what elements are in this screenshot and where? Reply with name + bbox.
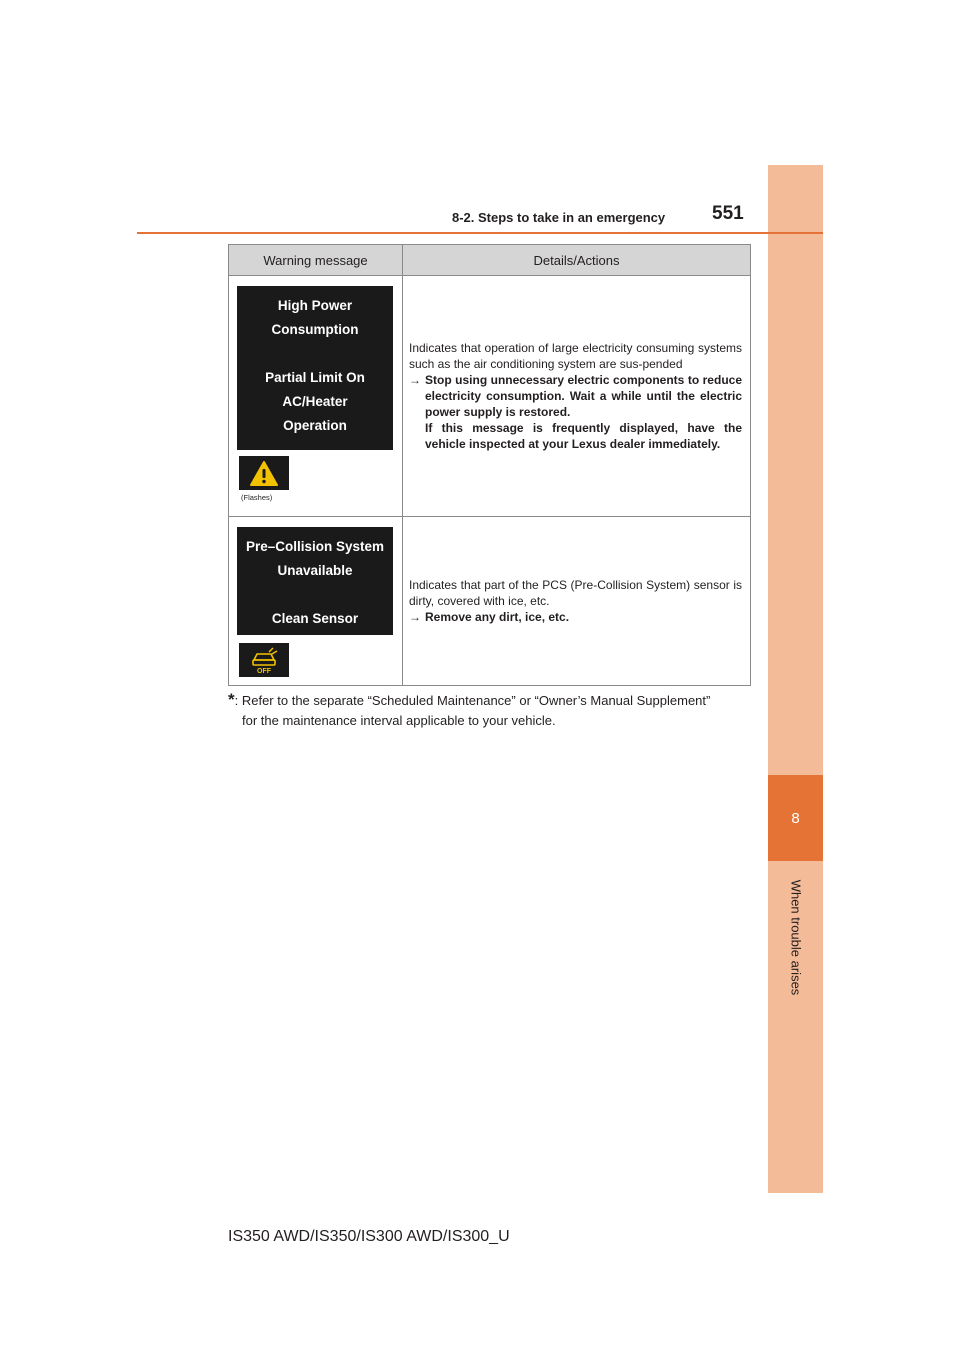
warning-triangle-icon: [239, 456, 289, 490]
screen-line: Clean Sensor: [271, 611, 359, 626]
screen-line: Operation: [283, 418, 347, 433]
details-cell: [403, 517, 750, 685]
action-text: [409, 372, 742, 420]
footnote: [228, 690, 744, 731]
details-description: Indicates that part of the PCS (Pre-Collision System) sensor is dirty, covered with ice, etc.: [409, 578, 742, 608]
icon-caption: (Flashes): [241, 493, 273, 502]
footnote-line-2: for the maintenance interval applicable to your vehicle.: [242, 713, 556, 728]
action-line: If this message is frequently displayed, have the vehicle inspected at your Lexus dealer immediately.: [425, 421, 742, 451]
table-row: [229, 517, 750, 685]
page-number: 551: [712, 203, 744, 224]
action-line: Remove any dirt, ice, etc.: [425, 610, 570, 624]
chapter-title-text: When trouble arises: [788, 879, 803, 995]
warning-cell: [229, 517, 403, 685]
chapter-side-tab: [768, 165, 823, 1193]
screen-line: High Power: [277, 298, 353, 313]
screen-line: AC/Heater: [282, 394, 348, 409]
section-title: 8-2. Steps to take in an emergency: [452, 210, 666, 225]
chapter-number: 8: [768, 775, 823, 861]
model-footer: IS350 AWD/IS350/IS300 AWD/IS300_U: [228, 1228, 510, 1245]
arrow-icon: →: [409, 610, 421, 624]
action-line: Stop using unnecessary electric components to reduce electricity consumption. Wait a while until the electric power supply is restored.: [425, 373, 742, 419]
display-screen: [237, 286, 393, 450]
table-header: [229, 245, 750, 276]
header-rule: [137, 232, 823, 234]
footnote-marker: *: [228, 690, 235, 709]
table-row: [229, 276, 750, 517]
action-text: [409, 609, 742, 625]
chapter-title: [768, 872, 823, 1002]
warning-message-table: [228, 244, 751, 686]
details-cell: [403, 276, 750, 516]
footnote-text-1: : Refer to the separate “Scheduled Maintenance” or “Owner’s Manual Supplement”: [234, 693, 711, 708]
header-warning-message: Warning message: [229, 245, 403, 275]
footnote-line-1: [228, 690, 744, 711]
screen-line: Consumption: [271, 322, 359, 337]
pcs-off-icon: [239, 643, 289, 677]
details-description: Indicates that operation of large electricity consuming systems such as the air conditioning system are sus-pended: [409, 341, 742, 371]
screen-line: Pre–Collision System: [245, 539, 385, 554]
screen-line: Partial Limit On: [265, 370, 365, 385]
arrow-icon: →: [409, 373, 421, 387]
header-details-actions: Details/Actions: [533, 252, 620, 268]
screen-line: Unavailable: [277, 563, 353, 578]
warning-cell: [229, 276, 403, 516]
display-screen: [237, 527, 393, 635]
pcs-off-label: OFF: [257, 668, 271, 674]
